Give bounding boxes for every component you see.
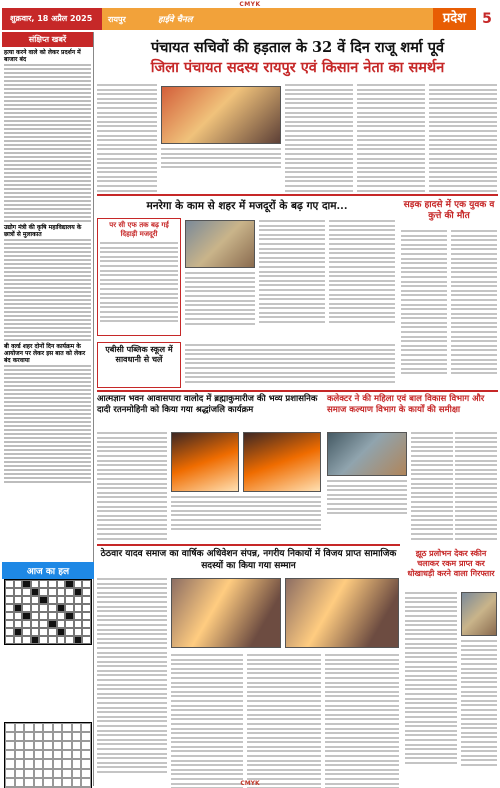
crossword-cell xyxy=(31,612,40,620)
yadav-story-column xyxy=(247,654,321,788)
lead-headline-line-2: जिला पंचायत सदस्य रायपुर एवं किसान नेता का समर्थन xyxy=(150,59,445,76)
crossword-cell xyxy=(5,620,14,628)
crossword-cell xyxy=(48,636,57,644)
crossword-cell xyxy=(74,628,83,636)
crossword-cell xyxy=(65,628,74,636)
crossword-cell xyxy=(31,580,40,588)
brahmakumaris-story-column xyxy=(97,432,167,542)
crossword-cell xyxy=(57,636,66,644)
crossword-cell xyxy=(39,620,48,628)
crossword-cell xyxy=(14,580,23,588)
yadav-samaj-headline: ठेठवार यादव समाज का वार्षिक अधिवेशन संपन्न, नगरीय निकायों में विजय प्राप्त सामाजिक सदस्यों का किया गया सम्मान xyxy=(100,549,397,571)
crossword-cell xyxy=(39,580,48,588)
crossword-cell xyxy=(74,596,83,604)
brahmakumaris-headline: आत्मज्ञान भवन आवासपारा वालोद में ब्रह्माकुमारीज की भव्य प्रशासनिक दादी रतनमोहिनी को किया गया श्रद्धांजलि कार्यक्रम xyxy=(97,394,318,415)
yadav-story-column xyxy=(171,654,243,788)
sudoku-cell xyxy=(62,750,72,759)
sudoku-cell xyxy=(53,759,63,768)
review-meeting-photo xyxy=(327,432,407,476)
sudoku-cell xyxy=(53,741,63,750)
sudoku-cell xyxy=(34,723,44,732)
fraud-story-column xyxy=(405,592,457,767)
brief-title: उद्योग मंत्री की कृषि महाविद्यालय के छात्रों से मुलाकात xyxy=(4,224,82,238)
crossword-cell xyxy=(57,588,66,596)
crossword-cell xyxy=(14,596,23,604)
lead-story-column xyxy=(357,84,425,194)
crossword-cell xyxy=(48,588,57,596)
sudoku-cell xyxy=(81,769,91,778)
crossword-cell xyxy=(65,588,74,596)
crossword-cell xyxy=(14,628,23,636)
crossword-cell xyxy=(65,636,74,644)
sudoku-cell xyxy=(15,769,25,778)
sudoku-cell xyxy=(81,759,91,768)
sudoku-cell xyxy=(24,769,34,778)
crossword-cell xyxy=(22,596,31,604)
crossword-cell xyxy=(57,580,66,588)
brief-title: बी वर्ल्ड शहर दोनों दिन कार्यक्रम के आयोजन पर लेकर इस बात को लेकर बंद करवाया xyxy=(4,343,86,364)
accident-story-column xyxy=(451,230,497,377)
sudoku-cell xyxy=(43,723,53,732)
crossword-cell xyxy=(14,588,23,596)
crossword-cell xyxy=(48,604,57,612)
brahmakumaris-story-column xyxy=(171,496,321,533)
mnrega-story-column xyxy=(185,272,255,327)
sudoku-cell xyxy=(15,723,25,732)
crossword-cell xyxy=(48,580,57,588)
crossword-cell xyxy=(22,604,31,612)
edition-city: रायपुर xyxy=(108,14,126,24)
crossword-cell xyxy=(31,588,40,596)
sudoku-cell xyxy=(34,741,44,750)
yadav-story-column xyxy=(97,578,167,776)
crossword-cell xyxy=(5,628,14,636)
sudoku-cell xyxy=(53,732,63,741)
crossword-cell xyxy=(82,628,91,636)
crossword-cell xyxy=(74,604,83,612)
wage-box-body xyxy=(100,242,178,322)
accused-photo xyxy=(461,592,497,636)
sudoku-cell xyxy=(5,741,15,750)
wage-info-box xyxy=(97,218,181,336)
sudoku-cell xyxy=(43,769,53,778)
sudoku-cell xyxy=(81,750,91,759)
crossword-cell xyxy=(22,612,31,620)
sudoku-cell xyxy=(62,732,72,741)
collector-review-headline: कलेक्टर ने की महिला एवं बाल विकास विभाग और समाज कल्याण विभाग के कार्यों की समीक्षा xyxy=(327,394,485,415)
sudoku-cell xyxy=(24,759,34,768)
crossword-cell xyxy=(82,596,91,604)
crossword-cell xyxy=(82,612,91,620)
collector-story-column xyxy=(455,432,497,542)
crossword-cell xyxy=(65,612,74,620)
protest-photo xyxy=(161,86,281,144)
crossword-cell xyxy=(22,620,31,628)
section-divider xyxy=(97,544,400,546)
lead-story-column xyxy=(429,84,497,194)
sudoku-cell xyxy=(5,769,15,778)
mnrega-headline: मनरेगा के काम से शहर में मजदूरों के बढ़ गए दाम... xyxy=(146,200,348,212)
issue-date: शुक्रवार, 18 अप्रैल 2025 xyxy=(2,8,102,30)
news-briefs-sidebar xyxy=(2,32,94,786)
crossword-cell xyxy=(48,612,57,620)
collector-story-column xyxy=(327,480,407,517)
sudoku-grid xyxy=(4,722,92,788)
sudoku-cell xyxy=(53,723,63,732)
lead-headline-line-1: पंचायत सचिवों की हड़ताल के 32 वें दिन राजू शर्मा पूर्व xyxy=(150,39,445,56)
page-number: 5 xyxy=(476,8,498,30)
crossword-cell xyxy=(14,604,23,612)
sudoku-cell xyxy=(62,759,72,768)
sudoku-cell xyxy=(15,759,25,768)
sudoku-cell xyxy=(5,759,15,768)
brief-title: हत्या करने वाले को लेकर प्रदर्शन में बाजार बंद xyxy=(4,49,81,63)
brief-body xyxy=(4,365,91,483)
sudoku-cell xyxy=(15,750,25,759)
crossword-cell xyxy=(65,604,74,612)
mnrega-story-column xyxy=(259,220,325,326)
crossword-cell xyxy=(5,588,14,596)
accident-story-column xyxy=(401,230,447,377)
crossword-cell xyxy=(57,596,66,604)
sudoku-cell xyxy=(62,741,72,750)
crossword-cell xyxy=(74,636,83,644)
sudoku-cell xyxy=(5,723,15,732)
crossword-cell xyxy=(82,604,91,612)
briefs-header: संक्षिप्त खबरें xyxy=(2,32,93,47)
crossword-cell xyxy=(14,636,23,644)
sudoku-cell xyxy=(81,723,91,732)
crossword-cell xyxy=(39,604,48,612)
crossword-cell xyxy=(65,620,74,628)
sudoku-cell xyxy=(43,741,53,750)
sudoku-cell xyxy=(5,732,15,741)
sudoku-cell xyxy=(62,769,72,778)
crossword-cell xyxy=(57,628,66,636)
masthead xyxy=(2,8,498,30)
sudoku-cell xyxy=(53,769,63,778)
crossword-cell xyxy=(31,596,40,604)
mnrega-story-footer xyxy=(185,344,395,385)
crossword-cell xyxy=(22,580,31,588)
sudoku-cell xyxy=(34,759,44,768)
crossword-cell xyxy=(65,596,74,604)
sudoku-cell xyxy=(72,759,82,768)
sudoku-cell xyxy=(24,750,34,759)
crossword-cell xyxy=(22,636,31,644)
sudoku-cell xyxy=(34,732,44,741)
crossword-cell xyxy=(57,604,66,612)
crossword-cell xyxy=(31,604,40,612)
crossword-grid xyxy=(4,579,92,645)
sudoku-cell xyxy=(62,723,72,732)
sudoku-cell xyxy=(34,769,44,778)
sudoku-cell xyxy=(72,769,82,778)
fraud-story-column xyxy=(461,640,497,769)
brief-body xyxy=(4,64,91,222)
tribute-ceremony-photo xyxy=(171,432,239,492)
fraud-arrest-headline: झूठ प्रलोभन देकर स्कीन चलाकर रकम प्राप्त कर धोखाधड़ी करने वाला गिरफ्तार xyxy=(407,548,495,578)
newspaper-brand: हाईवे चैनल xyxy=(158,14,193,25)
crossword-cell xyxy=(57,612,66,620)
crossword-cell xyxy=(5,580,14,588)
crossword-cell xyxy=(82,636,91,644)
crossword-cell xyxy=(82,588,91,596)
accident-headline: सड़क हादसे में एक युवक व कुत्ते की मौत xyxy=(403,200,495,221)
crossword-cell xyxy=(48,596,57,604)
sudoku-cell xyxy=(24,732,34,741)
sudoku-cell xyxy=(15,732,25,741)
crossword-cell xyxy=(5,596,14,604)
crossword-cell xyxy=(65,580,74,588)
crossword-cell xyxy=(48,628,57,636)
print-registration-mark: CMYK xyxy=(239,1,261,8)
crossword-cell xyxy=(39,596,48,604)
sudoku-cell xyxy=(53,750,63,759)
wage-box-title: पर सी एफ तक बढ़ गई दिहाड़ी मजदूरी xyxy=(109,221,169,238)
crossword-cell xyxy=(5,636,14,644)
labourers-photo xyxy=(185,220,255,268)
crossword-cell xyxy=(31,620,40,628)
crossword-cell xyxy=(22,588,31,596)
crossword-header: आज का हल xyxy=(2,562,94,579)
section-divider xyxy=(97,194,498,196)
crossword-cell xyxy=(82,620,91,628)
lead-story-column xyxy=(285,84,353,194)
yadav-story-column xyxy=(325,654,399,788)
crossword-cell xyxy=(82,580,91,588)
felicitation-photo xyxy=(171,578,281,648)
school-notice-title: एबीसी पब्लिक स्कूल में सावधानी से चलें xyxy=(105,345,173,364)
crossword-cell xyxy=(39,636,48,644)
crossword-cell xyxy=(5,604,14,612)
crossword-cell xyxy=(39,588,48,596)
lead-story-column xyxy=(97,84,157,194)
sudoku-cell xyxy=(43,750,53,759)
sudoku-cell xyxy=(24,723,34,732)
crossword-cell xyxy=(5,612,14,620)
sudoku-cell xyxy=(24,741,34,750)
crossword-cell xyxy=(22,628,31,636)
school-notice-box xyxy=(97,342,181,388)
sudoku-cell xyxy=(43,732,53,741)
lead-story-column xyxy=(161,148,281,171)
section-title: प्रदेश xyxy=(433,8,476,30)
collector-story-column xyxy=(411,432,453,542)
sudoku-cell xyxy=(43,759,53,768)
sudoku-cell xyxy=(72,732,82,741)
sudoku-cell xyxy=(5,750,15,759)
tribute-gathering-photo xyxy=(243,432,321,492)
samaj-gathering-photo xyxy=(285,578,399,648)
crossword-cell xyxy=(31,628,40,636)
lead-headline xyxy=(97,38,498,78)
crossword-cell xyxy=(74,620,83,628)
sudoku-cell xyxy=(15,741,25,750)
crossword-cell xyxy=(74,588,83,596)
crossword-cell xyxy=(48,620,57,628)
brief-body xyxy=(4,239,91,341)
mnrega-story-column xyxy=(329,220,395,326)
crossword-cell xyxy=(74,612,83,620)
sudoku-cell xyxy=(72,723,82,732)
crossword-cell xyxy=(14,620,23,628)
crossword-cell xyxy=(31,636,40,644)
section-divider xyxy=(97,390,498,392)
crossword-cell xyxy=(74,580,83,588)
sudoku-cell xyxy=(72,750,82,759)
crossword-cell xyxy=(39,612,48,620)
sudoku-cell xyxy=(81,741,91,750)
print-registration-mark: CMYK xyxy=(240,780,260,787)
crossword-cell xyxy=(39,628,48,636)
crossword-cell xyxy=(14,612,23,620)
crossword-cell xyxy=(57,620,66,628)
sudoku-cell xyxy=(34,750,44,759)
sudoku-cell xyxy=(72,741,82,750)
sudoku-cell xyxy=(81,732,91,741)
